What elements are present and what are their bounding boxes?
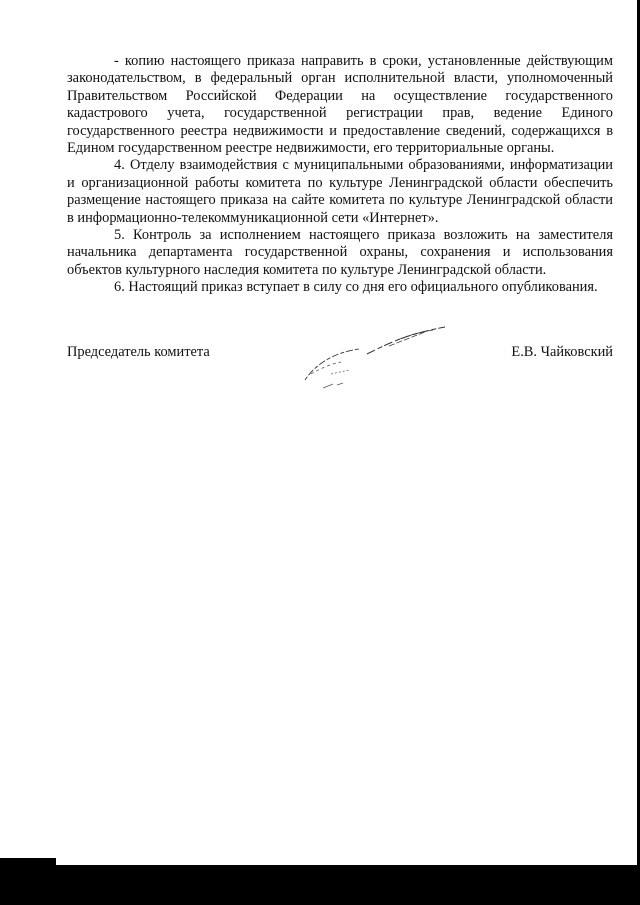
signer-position: Председатель комитета [67, 344, 210, 360]
document-body [67, 53, 613, 297]
paragraph-copy-distribution: - копию настоящего приказа направить в сроки, установленные действующим законодательством, в федеральный орган исполнительной власти, уполномоченный Правительством Российской Федерации на осуществление государственного кадастрового учета, государственной регистрации прав, ведение Единого государственного реестра недвижимости и предоставление сведений, содержащихся в Едином государственном реестре недвижимости, его территориальные органы. [67, 53, 613, 157]
paragraph-item-5: 5. Контроль за исполнением настоящего приказа возложить на заместителя начальника департамента государственной охраны, сохранения и использования объектов культурного наследия комитета по культуре Ленинградской области. [67, 227, 613, 278]
scan-edge-bottom [0, 865, 640, 905]
paragraph-item-4: 4. Отделу взаимодействия с муниципальными образованиями, информатизации и организационной работы комитета по культуре Ленинградской области обеспечить размещение настоящего приказа на сайте комитета по культуре Ленинградской области в информационно-телекоммуникационной сети «Интернет». [67, 157, 613, 226]
paragraph-item-6: 6. Настоящий приказ вступает в силу со дня его официального опубликования. [114, 279, 598, 296]
signer-name: Е.В. Чайковский [511, 344, 613, 360]
signature-block [67, 340, 613, 400]
handwritten-signature [297, 322, 457, 402]
